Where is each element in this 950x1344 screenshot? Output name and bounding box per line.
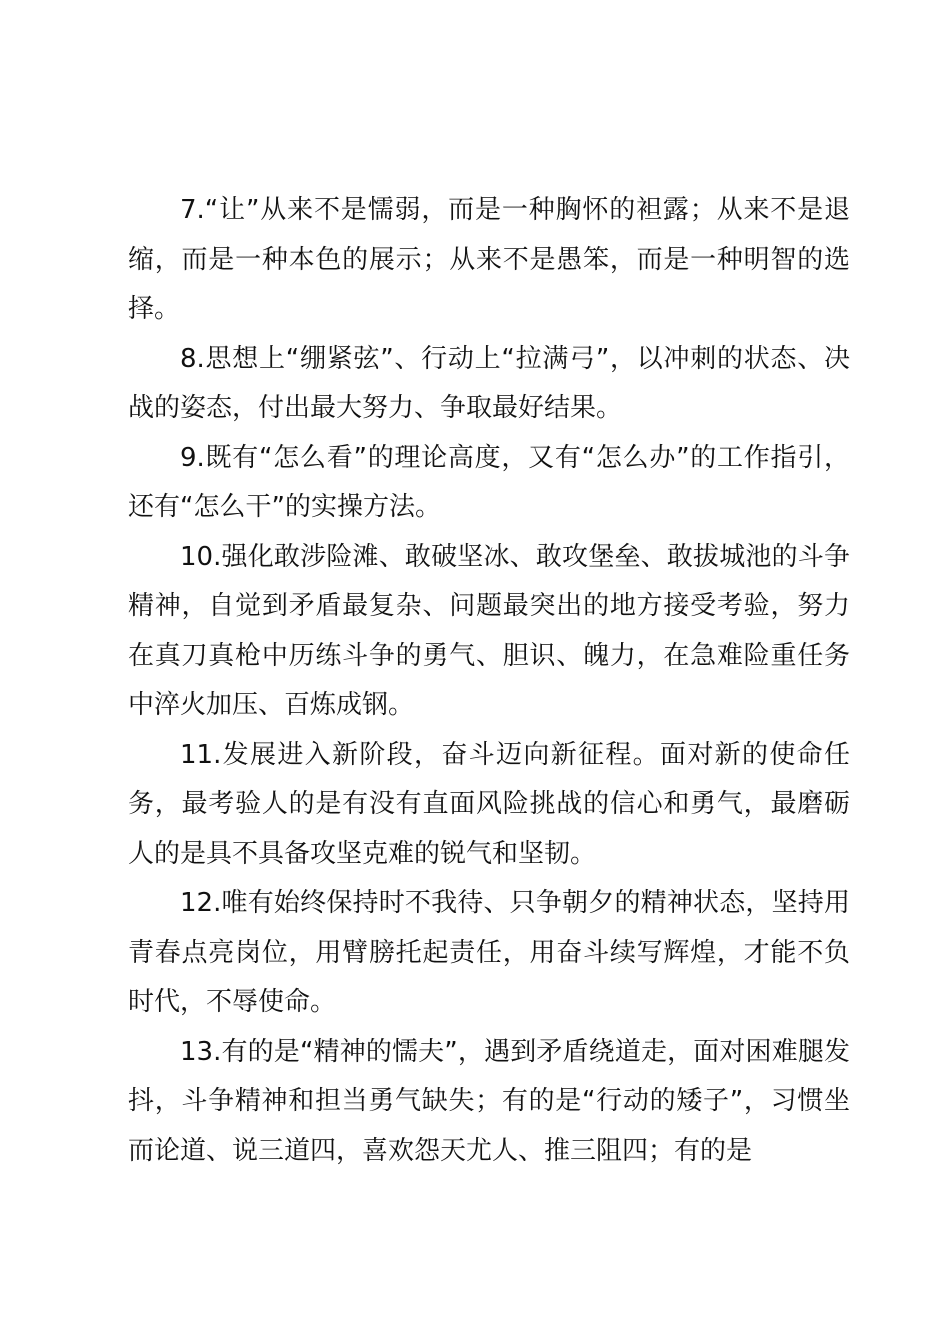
paragraph-10: 10.强化敢涉险滩、敢破坚冰、敢攻堡垒、敢拔城池的斗争精神，自觉到矛盾最复杂、问题最突出的地方接受考验，努力在真刀真枪中历练斗争的勇气、胆识、魄力，在急难险重任务中淬火加压、百炼成钢。 <box>128 541 850 720</box>
document-body <box>128 186 850 1176</box>
paragraph-8: 8.思想上“绷紧弦”、行动上“拉满弓”，以冲刺的状态、决战的姿态，付出最大努力、争取最好结果。 <box>128 343 850 423</box>
paragraph-9: 9.既有“怎么看”的理论高度，又有“怎么办”的工作指引，还有“怎么干”的实操方法。 <box>128 442 850 522</box>
paragraph-13: 13.有的是“精神的懦夫”，遇到矛盾绕道走，面对困难腿发抖，斗争精神和担当勇气缺失；有的是“行动的矮子”，习惯坐而论道、说三道四，喜欢怨天尤人、推三阻四；有的是 <box>128 1036 850 1166</box>
paragraph-7: 7.“让”从来不是懦弱，而是一种胸怀的袒露；从来不是退缩，而是一种本色的展示；从来不是愚笨，而是一种明智的选择。 <box>128 195 850 324</box>
paragraph-11: 11.发展进入新阶段，奋斗迈向新征程。面对新的使命任务，最考验人的是有没有直面风险挑战的信心和勇气，最磨砺人的是具不具备攻坚克难的锐气和坚韧。 <box>128 739 850 869</box>
paragraph-12: 12.唯有始终保持时不我待、只争朝夕的精神状态，坚持用青春点亮岗位，用臂膀托起责任，用奋斗续写辉煌，才能不负时代，不辱使命。 <box>128 888 850 1017</box>
